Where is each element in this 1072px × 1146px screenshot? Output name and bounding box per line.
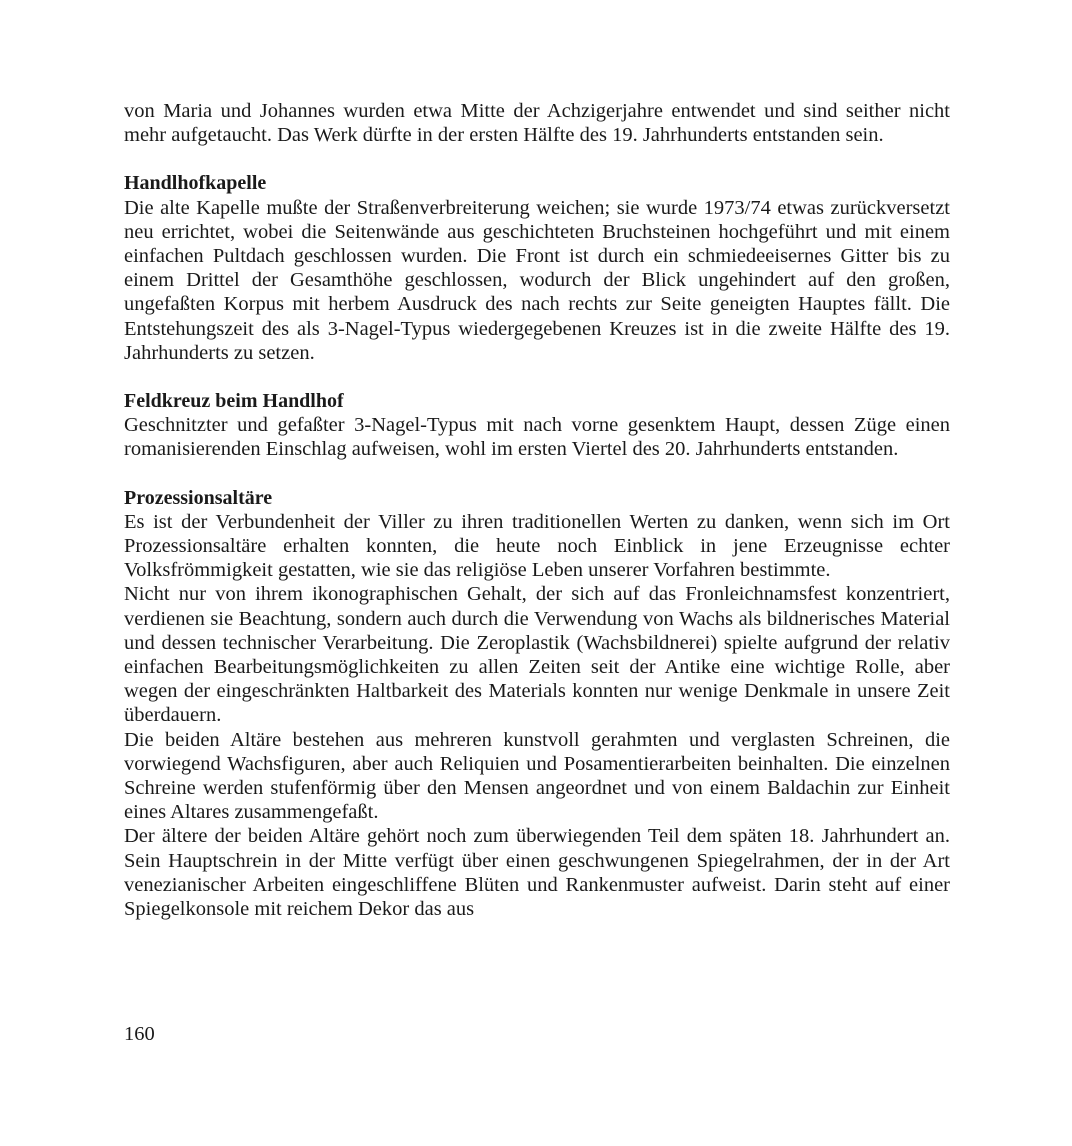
section-handlhofkapelle <box>124 171 950 365</box>
intro-paragraph: von Maria und Johannes wurden etwa Mitte der Achzigerjahre entwendet und sind seither nicht mehr aufgetaucht. Das Werk dürfte in der ersten Hälfte des 19. Jahrhunderts entstanden sein. <box>124 100 950 147</box>
section-paragraph: Die beiden Altäre bestehen aus mehreren kunstvoll gerahmten und verglasten Schreinen, die vorwiegend Wachsfiguren, aber auch Reliquien und Posamentierarbeiten beinhalten. Die einzelnen Schreine werden stufenförmig über den Mensen angeordnet und von einem Baldachin zur Einheit eines Altares zusammengefaßt. <box>124 728 950 824</box>
section-paragraph: Der ältere der beiden Altäre gehört noch zum überwiegenden Teil dem späten 18. Jahrhundert an. Sein Hauptschrein in der Mitte verfügt über einen geschwungenen Spiegelrahmen, der in der Art venezianischer Arbeiten eingeschliffene Blüten und Rankenmuster aufweist. Darin steht auf einer Spiegelkonsole mit reichem Dekor das aus <box>124 825 950 921</box>
section-heading: Feldkreuz beim Handlhof <box>124 390 344 413</box>
section-heading: Prozessionsaltäre <box>124 486 273 509</box>
section-heading: Handlhofkapelle <box>124 172 267 195</box>
section-paragraph: Die alte Kapelle mußte der Straßenverbreiterung weichen; sie wurde 1973/74 etwas zurückversetzt neu errichtet, wobei die Seitenwände aus geschichteten Bruchsteinen hochgeführt und mit einem einfachen Pultdach geschlossen wurden. Die Front ist durch ein schmiedeeisernes Gitter bis zu einem Drittel der Gesamthöhe geschlossen, wodurch der Blick ungehindert auf den großen, ungefaßten Korpus mit herbem Ausdruck des nach rechts zur Seite geneigten Hauptes fällt. Die Entstehungszeit des als 3-Nagel-Typus wiedergegebenen Kreuzes ist in die zweite Hälfte des 19. Jahrhunderts zu setzen. <box>124 196 950 364</box>
page-body <box>124 99 950 921</box>
section-prozessionsaltaere <box>124 486 950 922</box>
section-feldkreuz <box>124 389 950 462</box>
section-paragraph: Geschnitzter und gefaßter 3-Nagel-Typus mit nach vorne gesenktem Haupt, dessen Züge einen romanisierenden Einschlag aufweisen, wohl im ersten Viertel des 20. Jahrhunderts entstanden. <box>124 414 950 461</box>
section-paragraph: Nicht nur von ihrem ikonographischen Gehalt, der sich auf das Fronleichnamsfest konzentriert, verdienen sie Beachtung, sondern auch durch die Verwendung von Wachs als bildnerisches Material und dessen technischer Verarbeitung. Die Zeroplastik (Wachsbildnerei) spielte aufgrund der relativ einfachen Bearbeitungsmöglichkeiten zu allen Zeiten seit der Antike eine wichtige Rolle, aber wegen der eingeschränkten Haltbarkeit des Materials konnten nur wenige Denkmale in unsere Zeit überdauern. <box>124 583 950 727</box>
section-paragraph: Es ist der Verbundenheit der Viller zu ihren traditionellen Werten zu danken, wenn sich im Ort Prozessionsaltäre erhalten konnten, die heute noch Einblick in jene Erzeugnisse echter Volksfrömmigkeit gestatten, wie sie das religiöse Leben unserer Vorfahren bestimmte. <box>124 510 950 582</box>
page-number: 160 <box>124 1023 155 1045</box>
